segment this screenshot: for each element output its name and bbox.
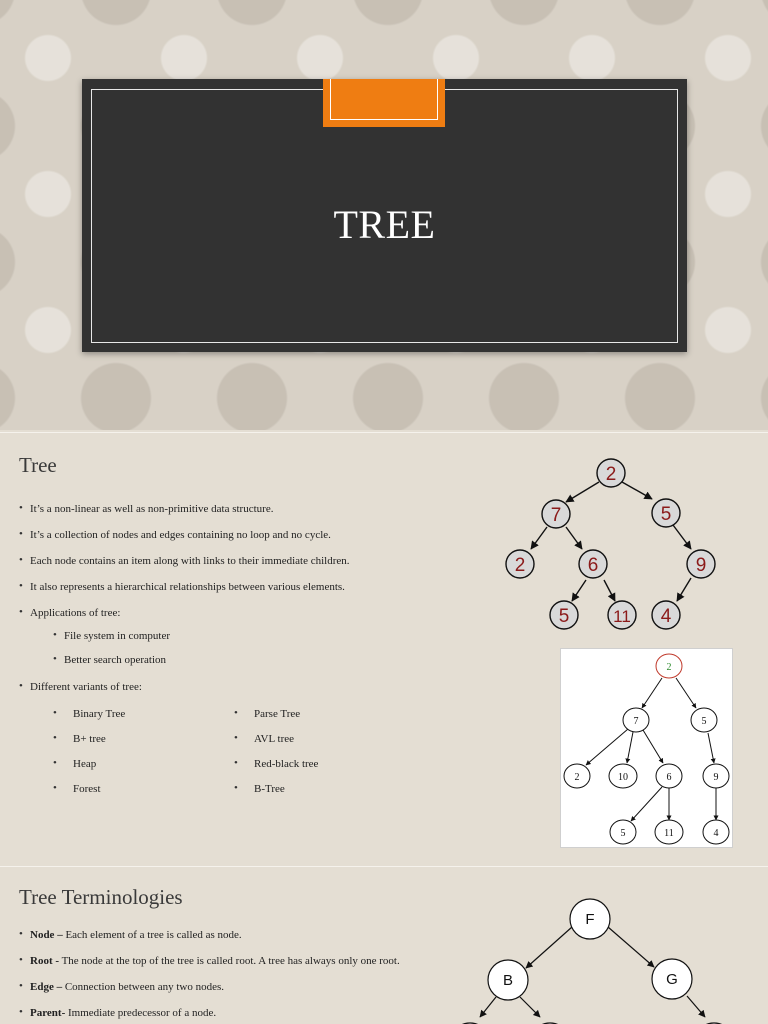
node-label: 4	[660, 606, 672, 627]
list-item: • Forest	[53, 782, 101, 795]
list-item: • Root - The node at the top of the tree is called root. A tree has always only one root.	[19, 954, 400, 967]
title-card	[82, 79, 687, 352]
node-label: 2	[666, 662, 672, 673]
tree-edge	[480, 997, 496, 1017]
node-label: 2	[514, 555, 526, 576]
list-item: • It’s a collection of nodes and edges containing no loop and no cycle.	[19, 528, 331, 541]
tree-edge	[520, 997, 540, 1017]
variants-header	[19, 680, 142, 693]
list-item: • AVL tree	[234, 732, 295, 745]
tree-edge	[604, 580, 615, 601]
tree-edge	[642, 678, 662, 708]
title-slide	[0, 0, 768, 430]
tree-edge	[531, 527, 547, 549]
node-label: G	[666, 971, 678, 988]
node-label: 5	[620, 828, 626, 839]
tree-bullet-list	[19, 502, 350, 633]
tree-edge	[572, 580, 586, 601]
tree-image-diagram	[561, 649, 732, 847]
node-label: B	[502, 972, 514, 989]
tree-edge	[622, 482, 652, 499]
list-item: • Applications of tree:	[19, 606, 121, 619]
list-item: • Different variants of tree:	[19, 680, 142, 693]
node-label: 10	[618, 772, 628, 783]
tree-slide	[0, 432, 768, 864]
node-label: 5	[558, 606, 570, 627]
list-item: • Node – Each element of a tree is called as node.	[19, 928, 242, 941]
slide-heading: Tree	[19, 453, 57, 477]
node-label: 11	[613, 607, 631, 626]
terminology-list	[19, 928, 400, 1024]
slide-heading: Tree Terminologies	[19, 885, 183, 909]
tree-edge	[643, 730, 663, 763]
accent-tab	[323, 79, 445, 127]
node-label: F	[585, 911, 595, 928]
tree-edge	[687, 996, 705, 1017]
list-item: • Parent- Immediate predecessor of a node.	[19, 1006, 217, 1019]
node-label: 4	[713, 828, 719, 839]
applications-list	[53, 629, 171, 678]
slide-title: TREE	[333, 202, 436, 247]
list-item: • Heap	[53, 757, 97, 770]
tree-edge	[627, 732, 633, 763]
tree-edge	[677, 578, 691, 601]
variants-column-1	[53, 707, 126, 808]
node-label: 6	[587, 555, 599, 576]
node-label: 11	[664, 828, 674, 839]
tree-edge	[586, 729, 628, 765]
node-label: 6	[666, 772, 672, 783]
tree-edge	[526, 927, 572, 968]
terminology-tree-diagram	[440, 893, 768, 1024]
binary-tree-diagram	[490, 443, 740, 633]
list-item: • File system in computer	[53, 629, 171, 642]
list-item: • B-Tree	[234, 782, 285, 795]
tree-edge	[608, 927, 654, 967]
node-label: 7	[633, 716, 639, 727]
list-item: • Edge – Connection between any two nodes.	[19, 980, 224, 993]
terminology-slide	[0, 866, 768, 1024]
variants-column-2	[234, 707, 319, 808]
node-label: 7	[550, 505, 562, 526]
node-label: 5	[701, 716, 707, 727]
node-label: 9	[713, 772, 719, 783]
tree-edge	[631, 787, 662, 821]
node-label: 9	[695, 555, 707, 576]
node-label: 2	[605, 464, 617, 485]
tree-edge	[673, 525, 691, 549]
list-item: • Parse Tree	[234, 707, 301, 720]
list-item: • It also represents a hierarchical relationships between various elements.	[19, 580, 345, 593]
tree-image-panel	[560, 648, 733, 848]
list-item: • It’s a non-linear as well as non-primitive data structure.	[19, 502, 274, 515]
list-item: • Better search operation	[53, 653, 167, 666]
list-item: • B+ tree	[53, 732, 106, 745]
list-item: • Red-black tree	[234, 757, 319, 770]
tree-edge	[708, 733, 714, 763]
tree-edge	[566, 527, 582, 549]
tree-edge	[566, 482, 599, 502]
node-label: 2	[574, 772, 580, 783]
accent-tab-outline	[330, 79, 438, 120]
list-item: • Binary Tree	[53, 707, 126, 720]
node-label: 5	[660, 504, 672, 525]
list-item: • Each node contains an item along with links to their immediate children.	[19, 554, 350, 567]
tree-edge	[676, 678, 696, 708]
